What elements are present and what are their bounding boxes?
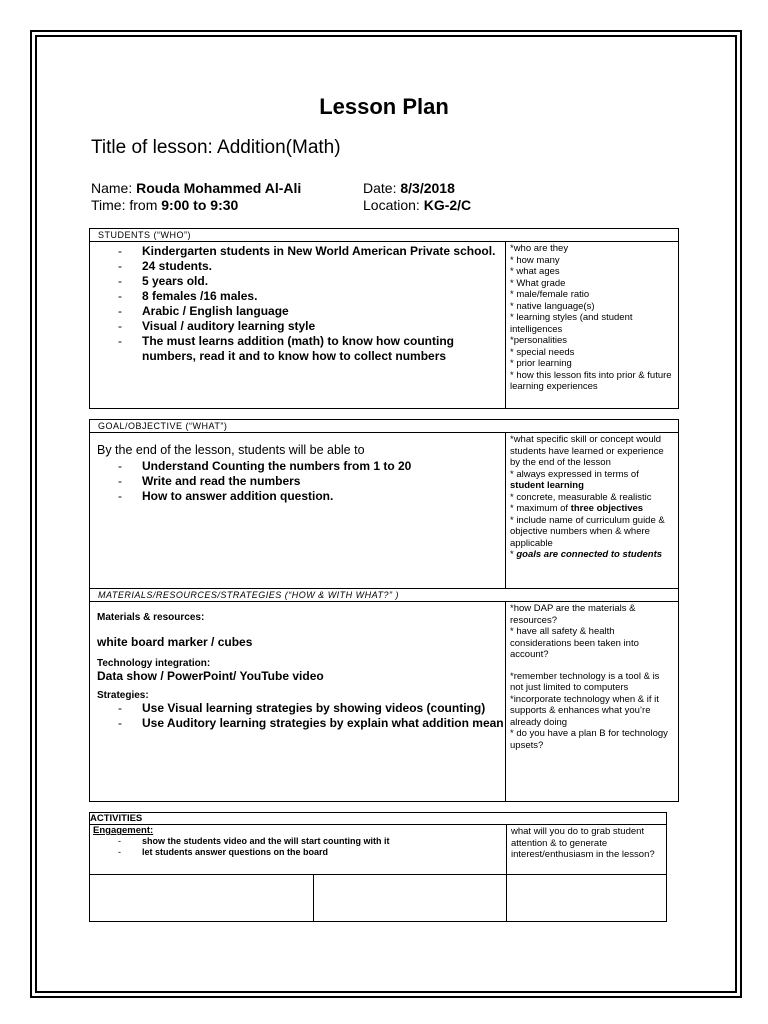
location-line	[363, 197, 471, 213]
technology-label: Technology integration:	[97, 658, 211, 669]
activities-empty-cell	[313, 875, 506, 922]
technology-value: Data show / PowerPoint/ YouTube video	[97, 669, 324, 683]
note-line: *how DAP are the materials & resources?	[510, 603, 636, 626]
activities-empty-cell	[90, 875, 314, 922]
note-line: * how many	[510, 254, 560, 266]
list-item: - Visual / auditory learning style	[90, 319, 505, 334]
list-item: - 5 years old.	[90, 274, 505, 289]
resources-label: Materials & resources:	[97, 612, 205, 623]
engagement-note: what will you do to grab student attention & to generate interest/enthusiasm in the lesson?	[507, 825, 667, 875]
note-line: * special needs	[510, 346, 575, 358]
materials-notes	[506, 602, 679, 802]
list-item: - The must learns addition (math) to know how counting numbers, read it and to know how to collect numbers	[90, 334, 505, 364]
note-bold: student learning	[510, 480, 584, 491]
note-bold-italic: goals are connected to students	[516, 549, 663, 560]
note-line: * how this lesson fits into prior & future learning experiences	[510, 369, 672, 392]
note-line: * What grade	[510, 277, 566, 289]
time-label: Time: from	[91, 197, 162, 213]
note-line	[510, 469, 674, 492]
note-line: * include name of curriculum guide & objective numbers when & where applicable	[510, 514, 665, 549]
lesson-title: Title of lesson: Addition(Math)	[91, 137, 341, 158]
note-line: * have all safety & health considerations been taken into account?	[510, 626, 639, 660]
note-line	[510, 549, 674, 561]
goal-lead: By the end of the lesson, students will be able to	[97, 443, 365, 457]
note-line: * learning styles (and student intelligences	[510, 312, 633, 335]
list-item: - Kindergarten students in New World American Private school.	[90, 244, 505, 259]
note-text: * always expressed in terms of	[510, 468, 639, 480]
note-line: *personalities	[510, 335, 568, 346]
note-text: * maximum of	[510, 503, 571, 514]
goal-content	[90, 433, 506, 589]
list-item: - Use Visual learning strategies by showing videos (counting)	[90, 701, 505, 716]
note-line: * concrete, measurable & realistic	[510, 491, 652, 503]
students-notes	[506, 242, 679, 409]
date-line	[363, 180, 455, 196]
engagement-content	[90, 825, 507, 875]
note-line: * what ages	[510, 266, 560, 277]
goal-header: GOAL/OBJECTIVE (“WHAT”)	[90, 420, 679, 433]
activities-table	[89, 812, 667, 922]
note-line: * prior learning	[510, 358, 572, 369]
location-label: Location:	[363, 197, 424, 213]
note-line: *what specific skill or concept would students have learned or experience by the end of the lesson	[510, 434, 664, 468]
time-line	[91, 197, 238, 213]
list-item: - 8 females /16 males.	[90, 289, 505, 304]
date-label: Date:	[363, 180, 401, 196]
name-line	[91, 180, 301, 196]
list-item: - let students answer questions on the board	[90, 847, 506, 858]
goal-materials-table	[89, 419, 679, 802]
engagement-label: Engagement:	[93, 825, 154, 836]
note-line: *who are they	[510, 243, 569, 254]
activities-empty-cell	[507, 875, 667, 922]
list-item: - Understand Counting the numbers from 1 to 20	[90, 459, 505, 474]
note-line: *remember technology is a tool & is not just limited to computers	[510, 670, 660, 693]
goal-notes	[506, 433, 679, 589]
note-line: * native language(s)	[510, 300, 595, 312]
teacher-name: Rouda Mohammed Al-Ali	[136, 180, 302, 196]
note-line: *incorporate technology when & if it supports & enhances what you’re already doing	[510, 693, 659, 728]
engagement-list	[90, 836, 506, 858]
page-title: Lesson Plan	[319, 94, 449, 119]
list-item: - show the students video and the will start counting with it	[90, 836, 506, 847]
list-item: - Write and read the numbers	[90, 474, 505, 489]
strategies-list	[90, 701, 505, 731]
lesson-location: KG-2/C	[423, 197, 472, 213]
lesson-time: 9:00 to 9:30	[161, 197, 239, 213]
goal-list	[90, 459, 505, 504]
activities-header: ACTIVITIES	[90, 813, 667, 825]
note-line: * male/female ratio	[510, 289, 590, 300]
name-label: Name:	[91, 180, 137, 196]
students-table	[89, 228, 679, 409]
strategies-label: Strategies:	[97, 690, 149, 701]
list-item: - 24 students.	[90, 259, 505, 274]
note-text: *	[510, 549, 517, 560]
resources-value: white board marker / cubes	[97, 635, 253, 649]
note-line	[510, 503, 674, 515]
students-list	[90, 244, 505, 364]
students-content	[90, 242, 506, 409]
note-line: * do you have a plan B for technology upsets?	[510, 728, 668, 751]
note-bold: three objectives	[570, 503, 644, 514]
students-header: STUDENTS (“WHO”)	[90, 229, 679, 242]
materials-header: MATERIALS/RESOURCES/STRATEGIES (“HOW & WITH WHAT?” )	[90, 589, 679, 602]
list-item: - Use Auditory learning strategies by explain what addition mean	[90, 716, 505, 731]
lesson-date: 8/3/2018	[400, 180, 455, 196]
materials-content	[90, 602, 506, 802]
list-item: - How to answer addition question.	[90, 489, 505, 504]
list-item: - Arabic / English language	[90, 304, 505, 319]
